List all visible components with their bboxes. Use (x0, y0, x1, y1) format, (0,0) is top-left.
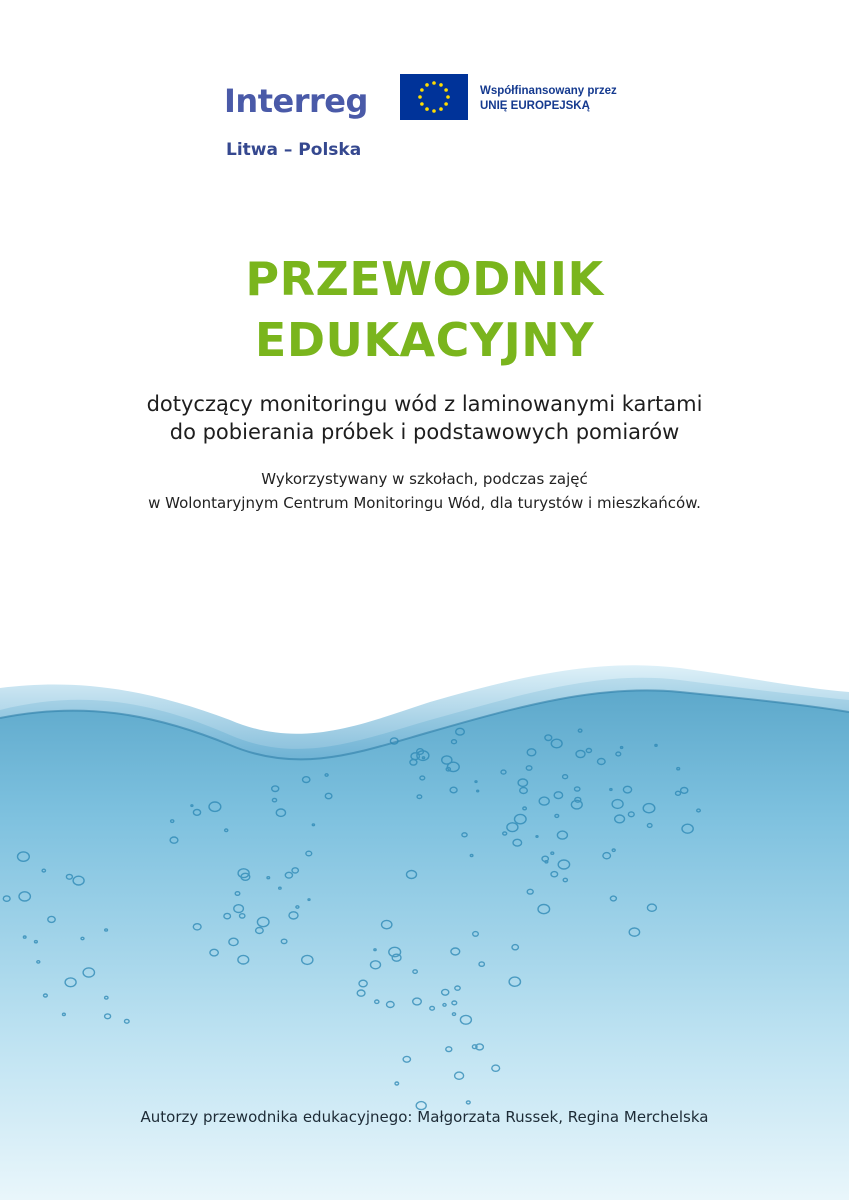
eu-star (420, 88, 424, 92)
eu-star (425, 107, 429, 111)
eu-star (444, 88, 448, 92)
interreg-logo: Interreg (224, 82, 368, 120)
eu-flag-icon (400, 74, 468, 120)
eu-line-1: Współfinansowany przez (480, 85, 617, 97)
eu-star (444, 102, 448, 106)
eu-star (425, 83, 429, 87)
eu-cofinancing-text (480, 84, 617, 114)
eu-star (439, 83, 443, 87)
eu-star (446, 95, 450, 99)
eu-star (420, 102, 424, 106)
usage-line-1: Wykorzystywany w szkołach, podczas zajęć (261, 470, 588, 488)
eu-star (432, 109, 436, 113)
eu-star (439, 107, 443, 111)
region-label: Litwa – Polska (226, 140, 362, 160)
subtitle-line-1: dotyczący monitoringu wód z laminowanymi kartami (146, 392, 703, 416)
eu-line-2: UNIĘ EUROPEJSKĄ (480, 100, 590, 112)
eu-star (418, 95, 422, 99)
page-title-line-2: EDUKACYJNY (254, 313, 595, 367)
logo-block (224, 74, 644, 164)
subtitle-line-2: do pobierania próbek i podstawowych pomiarów (169, 420, 680, 444)
usage-line-2: w Wolontaryjnym Centrum Monitoringu Wód, dla turystów i mieszkańców. (148, 494, 701, 512)
authors-line: Autorzy przewodnika edukacyjnego: Małgorzata Russek, Regina Merchelska (140, 1108, 709, 1126)
eu-star (432, 81, 436, 85)
page-title-line-1: PRZEWODNIK (245, 252, 604, 306)
